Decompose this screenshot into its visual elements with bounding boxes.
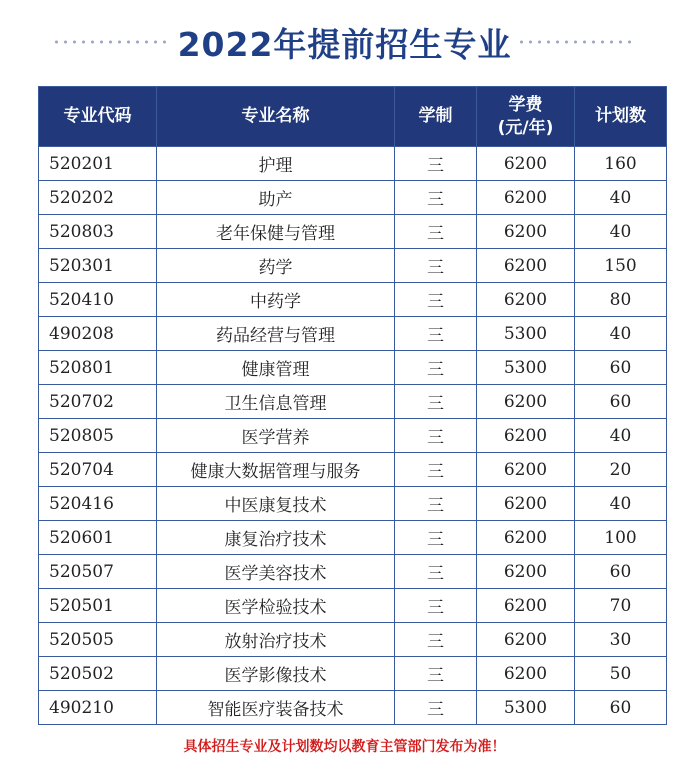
table-row xyxy=(39,351,667,385)
cell-name: 放射治疗技术 xyxy=(157,623,395,657)
cell-code: 520501 xyxy=(39,589,157,623)
cell-duration: 三 xyxy=(395,623,477,657)
cell-fee: 5300 xyxy=(477,351,575,385)
cell-plan: 20 xyxy=(575,453,667,487)
cell-plan: 30 xyxy=(575,623,667,657)
cell-plan: 100 xyxy=(575,521,667,555)
table-header-row xyxy=(39,87,667,147)
cell-fee: 6200 xyxy=(477,487,575,521)
cell-name: 医学营养 xyxy=(157,419,395,453)
cell-fee: 5300 xyxy=(477,317,575,351)
table-row xyxy=(39,181,667,215)
cell-code: 520301 xyxy=(39,249,157,283)
table-row xyxy=(39,249,667,283)
cell-code: 520704 xyxy=(39,453,157,487)
cell-plan: 40 xyxy=(575,181,667,215)
cell-name: 中药学 xyxy=(157,283,395,317)
title-dots-left xyxy=(52,40,172,44)
program-table-container xyxy=(38,86,666,725)
program-table xyxy=(38,86,667,725)
header-duration: 学制 xyxy=(395,87,477,147)
cell-duration: 三 xyxy=(395,317,477,351)
page-title: 2022年提前招生专业 xyxy=(177,24,512,64)
cell-fee: 6200 xyxy=(477,181,575,215)
cell-duration: 三 xyxy=(395,521,477,555)
title-row xyxy=(0,14,689,70)
cell-code: 520507 xyxy=(39,555,157,589)
header-fee-line2: (元/年) xyxy=(497,117,554,138)
cell-duration: 三 xyxy=(395,453,477,487)
cell-name: 健康管理 xyxy=(157,351,395,385)
cell-duration: 三 xyxy=(395,691,477,725)
cell-code: 520502 xyxy=(39,657,157,691)
table-row xyxy=(39,385,667,419)
cell-plan: 60 xyxy=(575,555,667,589)
cell-plan: 80 xyxy=(575,283,667,317)
cell-name: 康复治疗技术 xyxy=(157,521,395,555)
cell-fee: 6200 xyxy=(477,215,575,249)
table-row xyxy=(39,453,667,487)
cell-code: 520416 xyxy=(39,487,157,521)
cell-fee: 6200 xyxy=(477,555,575,589)
header-name: 专业名称 xyxy=(157,87,395,147)
cell-name: 卫生信息管理 xyxy=(157,385,395,419)
cell-fee: 6200 xyxy=(477,419,575,453)
cell-name: 护理 xyxy=(157,147,395,181)
cell-duration: 三 xyxy=(395,215,477,249)
table-row xyxy=(39,589,667,623)
cell-code: 520201 xyxy=(39,147,157,181)
table-body xyxy=(39,147,667,725)
cell-name: 健康大数据管理与服务 xyxy=(157,453,395,487)
cell-name: 医学美容技术 xyxy=(157,555,395,589)
cell-code: 520202 xyxy=(39,181,157,215)
cell-name: 医学检验技术 xyxy=(157,589,395,623)
cell-fee: 6200 xyxy=(477,385,575,419)
cell-code: 520805 xyxy=(39,419,157,453)
header-fee xyxy=(477,87,575,147)
table-row xyxy=(39,521,667,555)
cell-name: 老年保健与管理 xyxy=(157,215,395,249)
cell-duration: 三 xyxy=(395,181,477,215)
cell-duration: 三 xyxy=(395,657,477,691)
cell-code: 520601 xyxy=(39,521,157,555)
cell-fee: 6200 xyxy=(477,453,575,487)
cell-fee: 6200 xyxy=(477,283,575,317)
cell-name: 药学 xyxy=(157,249,395,283)
cell-code: 490210 xyxy=(39,691,157,725)
cell-plan: 60 xyxy=(575,691,667,725)
table-row xyxy=(39,657,667,691)
cell-plan: 60 xyxy=(575,351,667,385)
cell-duration: 三 xyxy=(395,283,477,317)
cell-plan: 60 xyxy=(575,385,667,419)
table-row xyxy=(39,147,667,181)
cell-duration: 三 xyxy=(395,385,477,419)
cell-name: 医学影像技术 xyxy=(157,657,395,691)
cell-fee: 6200 xyxy=(477,521,575,555)
cell-plan: 70 xyxy=(575,589,667,623)
title-dots-right xyxy=(517,40,637,44)
header-code: 专业代码 xyxy=(39,87,157,147)
table-row xyxy=(39,215,667,249)
cell-duration: 三 xyxy=(395,351,477,385)
cell-code: 520410 xyxy=(39,283,157,317)
table-row xyxy=(39,487,667,521)
cell-plan: 40 xyxy=(575,215,667,249)
cell-duration: 三 xyxy=(395,249,477,283)
cell-duration: 三 xyxy=(395,419,477,453)
cell-plan: 160 xyxy=(575,147,667,181)
cell-plan: 40 xyxy=(575,317,667,351)
header-fee-line1: 学费 xyxy=(508,94,543,115)
cell-fee: 6200 xyxy=(477,657,575,691)
table-row xyxy=(39,283,667,317)
cell-name: 中医康复技术 xyxy=(157,487,395,521)
cell-plan: 150 xyxy=(575,249,667,283)
cell-code: 520505 xyxy=(39,623,157,657)
cell-fee: 6200 xyxy=(477,147,575,181)
cell-plan: 40 xyxy=(575,419,667,453)
cell-code: 490208 xyxy=(39,317,157,351)
cell-duration: 三 xyxy=(395,589,477,623)
cell-name: 智能医疗装备技术 xyxy=(157,691,395,725)
footer-note: 具体招生专业及计划数均以教育主管部门发布为准！ xyxy=(183,739,506,755)
table-row xyxy=(39,555,667,589)
cell-duration: 三 xyxy=(395,147,477,181)
cell-duration: 三 xyxy=(395,487,477,521)
cell-fee: 6200 xyxy=(477,249,575,283)
table-row xyxy=(39,623,667,657)
table-row xyxy=(39,691,667,725)
table-row xyxy=(39,317,667,351)
cell-name: 助产 xyxy=(157,181,395,215)
cell-name: 药品经营与管理 xyxy=(157,317,395,351)
cell-fee: 6200 xyxy=(477,623,575,657)
cell-code: 520803 xyxy=(39,215,157,249)
cell-fee: 5300 xyxy=(477,691,575,725)
cell-code: 520801 xyxy=(39,351,157,385)
cell-duration: 三 xyxy=(395,555,477,589)
cell-code: 520702 xyxy=(39,385,157,419)
cell-plan: 50 xyxy=(575,657,667,691)
cell-plan: 40 xyxy=(575,487,667,521)
cell-fee: 6200 xyxy=(477,589,575,623)
table-row xyxy=(39,419,667,453)
header-plan: 计划数 xyxy=(575,87,667,147)
